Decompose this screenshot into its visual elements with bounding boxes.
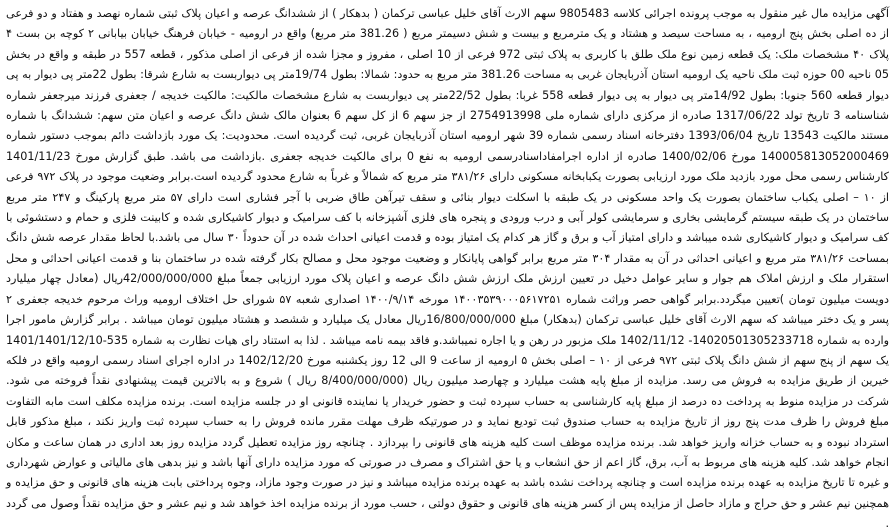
notice-body-text: آگهی مزایده مال غیر منقول به موجب پرونده اجرائی کلاسه 9805483 سهم الارث آقای خلیل عباسی ترکمان ( بدهکار ) از ششدانگ عرصه و اعیان پلاک ثبتی شماره نهصد و هفتاد و دو فرعی از ده اصلی بخش پنج ارومیه ، به مساحت سیصد و هشتاد و یک مترمربع و بیست و شش دسیمتر مربع ( 381.26 متر مربع) واقع در ارومیه - خیابان فرهنگ خیابان بیابانی ۲ کوچه بن بست ۴ پلاک ۴۰ مشخصات ملک: یک قطعه زمین نوع ملک طلق با کاربری به پلاک ثبتی 972 فرعی از 10 اصلی ، مفروز و مجزا شده از فرعی از اصلی مذکور ، قطعه 557 در طبقه و واقع در بخش 05 ناحیه 00 حوزه ثبت ملک ناحیه یک ارومیه استان آذربایجان غربی به مساحت 381.26 متر مربع به حدود: شمالا: بطول 19/74متر پی دیواربست به شارع شرقا: بطول 22متر پی دیوار به پی دیوار قطعه 560 جنوبا: بطول 14/92متر پی دیوار به پی دیوار قطعه 558 غربا: بطول 22/52متر پی دیواربست به شارع مشخصات مالکیت: مالکیت خدیجه / جعفری فرزند میرجعفر شماره شناسنامه 3 تاریخ تولد 1317/06/22 صادره از مرکزی دارای شماره ملی 2754913998 از جز سهم 6 از کل سهم 6 بعنوان مالک شش دانگ عرصه و اعیان متن سهم: ششدانگ با شماره مستند مالکیت 13543 تاریخ 1393/06/04 دفترخانه اسناد رسمی شماره 39 شهر ارومیه استان آذربایجان غربی، ثبت گردیده است. محدودیت: یک مورد بازداشت دائم بموجب دستور شماره 140005813052000469 مورخ 1400/02/06 صادره از اداره اجرامفاداسنادرسمی ارومیه به نفع 0 برای مالکیت خدیجه جعفری .بازداشت می باشد. طبق گزارش مورخ 1401/11/23 کارشناس رسمی محل مورد بازدید ملک مورد ارزیابی بصورت یکبابخانه مسکونی دارای ۳۸۱/۲۶ متر مربع که شمالاً و غرباً به شارع محدود گردیده است.برابر وضعیت موجود در پلاک ۹۷۲ فرعی از ۱۰ – اصلی یکباب ساختمان بصورت یک واحد مسکونی در یک طبقه با اسکلت دیوار بنائی و سقف تیرآهن طاق ضربی با آجر فشاری است دارای ۵۷ متر مربع پارکینگ و ۲۴۷ متر مربع ساختمان در یک طبقه سیستم گرمایشی بخاری و سرمایشی کولر آبی و درب ورودی و پنجره های فلزی آشپزخانه با کف سرامیک و دیوار کاشیکاری شده و کابینت فلزی و حمام و دستشوئی با کف سرامیک و دیوار کاشیکاری شده میباشد و دارای امتیاز آب و برق و گاز هر کدام یک امتیاز بوده و قدمت اعیانی احداث شده در آن حدوداً ۳۰ سال می باشد.با لحاظ مقدار عرصه شش دانگ بمساحت ۳۸۱/۲۶ متر مربع و اعیانی احداثی در آن به مقدار ۳۰۴ متر مربع برابر گواهی پایانکار و وضعیت موجود محل و مصالح بکار گرفته شده در ساختمان بنا و قدمت اعیانی احداثی و محل استقرار ملک و ارزش املاک هم جوار و سایر عوامل دخیل در تعیین ارزش ملک ارزش شش دانگ عرصه و اعیان پلاک مورد ارزیابی جمعاً مبلغ 42/000/000/000ریال (معادل چهار میلیارد دویست میلیون تومان )تعیین میگردد.برابر گواهی حصر وراثت شماره ۱۴۰۰۳۵۳۹۰۰۰۵۶۱۷۲۵۱ مورخه ۱۴۰۰/۹/۱۴ اصداری شعبه ۵۷ شورای حل اختلاف ارومیه وراث مرحوم خدیجه جعفری ۲ پسر و یک دختر میباشد که سهم الارث آقای خلیل عباسی ترکمان (بدهکار) مبلغ 16/800/000/000ریال معادل یک میلیارد و ششصد و هشتاد میلیون تومان میباشد . برابر گزارش مامور اجرا وارده به شماره 14020501305233718- 1402/11/12 ملک مزبور در رهن و یا اجاره نمیباشد.و فاقد بیمه نامه میباشد . لذا به استناد رای هیات نظارت به شماره 535-1401/1401/12/10 یک سهم از پنج سهم از شش دانگ پلاک ثبتی ۹۷۲ فرعی از ۱۰ – اصلی بخش ۵ ارومیه از ساعت 9 الی 12 روز یکشنبه مورخ 1402/12/20 در اداره اجرای اسناد رسمی ارومیه واقع در فلکه خیرین از طریق مزایده به فروش می رسد. مزایده از مبلغ پایه هشت میلیارد و چهارصد میلیون ریال (8/400/000/000 ریال ) شروع و به بالاترین قیمت پیشنهادی نقداً فروخته می شود. شرکت در مزایده منوط به پرداخت ده درصد از مبلغ پایه کارشناسی به حساب سپرده ثبت و حضور خریدار یا نماینده قانونی او در جلسه مزایده است. برنده مزایده مکلف است مابه التفاوت مبلغ فروش را ظرف مدت پنج روز از تاریخ مزایده به حساب صندوق ثبت تودیع نماید و در صورتیکه ظرف مهلت مقرر مانده فروش را به حساب سپرده ثبت واریز نکند ، مبلغ مذکور قابل استرداد نبوده و به حساب خزانه واریز خواهد شد. برنده مزایده موظف است کلیه هزینه های قانونی را بپردازد . چنانچه روز مزایده تعطیل گردد مزایده روز بعد اداری در همان ساعت و مکان انجام خواهد شد. کلیه هزینه های مربوط به آب، برق، گاز اعم از حق انشعاب و یا حق اشتراک و مصرف در صورتی که مورد مزایده دارای آنها باشد و نیز بدهی های مالیاتی و عوارض شهرداری و غیره تا تاریخ مزایده به عهده برنده مزایده است و چنانچه پرداخت نشده باشد به عهده برنده مزایده میباشد و نیز در صورت وجود مازاد، وجوه پرداختی بابت هزینه های قانونی و حق مزایده و همچنین نیم عشر و حق حراج و مازاد حاصل از مزایده پس از کسر هزینه های قانونی و حقوق دولتی ، حسب مورد از برنده مزایده اخذ خواهد شد و نیم عشر و حق مزایده نقداً وصول می گردد . [6, 7, 890, 531]
